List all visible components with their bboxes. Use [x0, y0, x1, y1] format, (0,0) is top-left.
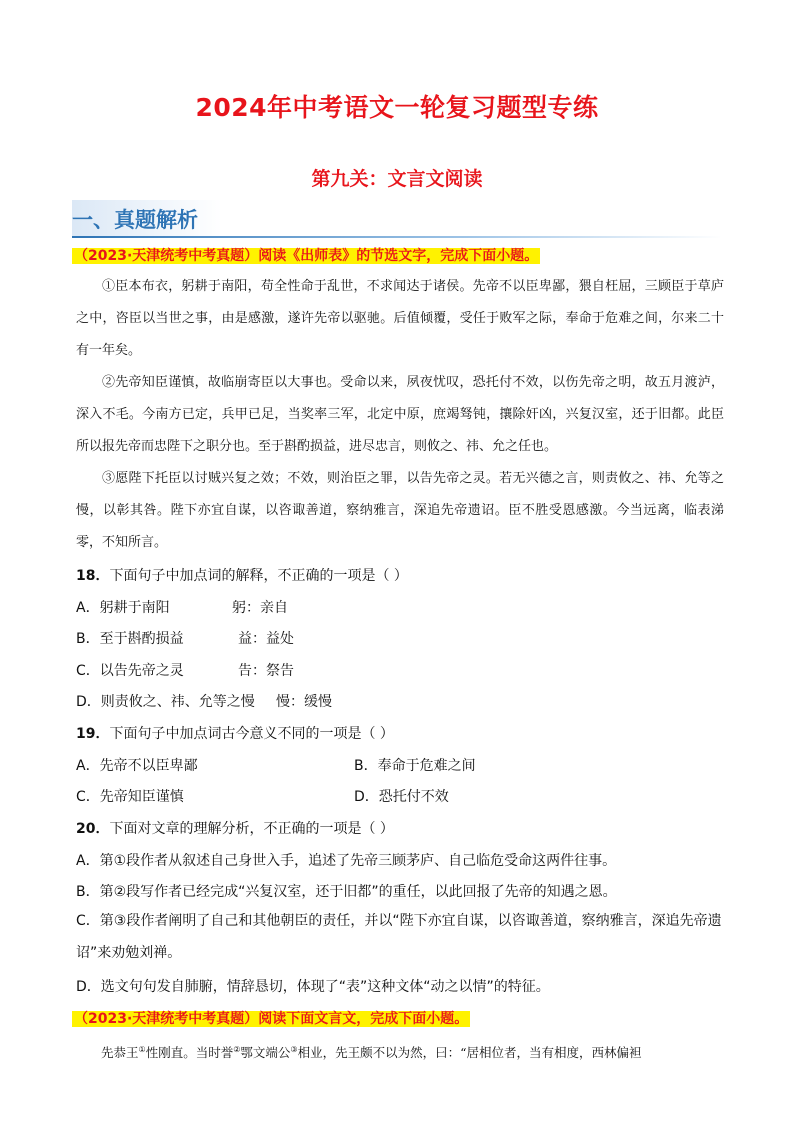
- q18-option-d: D．则责攸之、祎、允等之慢: [76, 694, 255, 710]
- question-18-stem: 18．下面句子中加点词的解释，不正确的一项是（ ）: [76, 568, 408, 584]
- q19-option-c: C．先帝知臣谨慎: [76, 789, 184, 805]
- q20-option-b: B．第②段写作者已经完成“兴复汉室，还于旧都”的重任，以此回报了先帝的知遇之恩。: [76, 884, 617, 900]
- q19-option-a: A．先帝不以臣卑鄙: [76, 758, 198, 774]
- question-intro-1: [72, 245, 540, 267]
- document-subtitle: 第九关：文言文阅读: [311, 168, 483, 190]
- question-text: 下面句子中加点词的解释，不正确的一项是（ ）: [109, 568, 408, 584]
- q19-option-b: B．奉命于危难之间: [354, 758, 476, 774]
- highlighted-intro-text: （2023·天津统考中考真题）阅读下面文言文，完成下面小题。: [74, 1011, 469, 1027]
- q18-option-b: B．至于斟酌损益: [76, 631, 184, 647]
- q20-option-c: C．第③段作者阐明了自己和其他朝臣的责任，并以“陛下亦宜自谋，以咨诹善道，察纳雅言，深追先帝遗诏”来劝勉刘禅。: [76, 913, 722, 961]
- question-19-stem: 19．下面句子中加点词古今意义不同的一项是（ ）: [76, 726, 394, 742]
- question-intro-2: [72, 1008, 470, 1030]
- question-number: 20: [76, 821, 96, 837]
- document-title: 2024年中考语文一轮复习题型专练: [195, 93, 599, 122]
- question-number: 18: [76, 568, 96, 584]
- passage-paragraph-3: ③愿陛下托臣以讨贼兴复之效；不效，则治臣之罪，以告先帝之灵。若无兴德之言，则责攸之、祎、允等之慢，以彰其咎。陛下亦宜自谋，以咨诹善道，察纳雅言，深追先帝遗诏。臣不胜受恩感激。今当远离，临表涕零，不知所言。: [76, 471, 724, 550]
- q18-option-a: A．躬耕于南阳: [76, 600, 170, 616]
- q19-option-d: D．恐托付不效: [354, 789, 449, 805]
- question-20-stem: 20．下面对文章的理解分析，不正确的一项是（ ）: [76, 821, 394, 837]
- highlighted-intro-text: （2023·天津统考中考真题）阅读《出师表》的节选文字，完成下面小题。: [74, 248, 539, 264]
- section-header: [72, 200, 722, 238]
- q20-option-a: A．第①段作者从叙述自己身世入手，追述了先帝三顾茅庐、自己临危受命这两件往事。: [76, 853, 617, 869]
- q18-option-a-note: 躬：亲自: [232, 600, 288, 616]
- question-text: 下面句子中加点词古今意义不同的一项是（ ）: [109, 726, 394, 742]
- section-heading: 一、真题解析: [72, 208, 198, 232]
- section-divider: [72, 236, 722, 238]
- q18-option-d-note: 慢：缓慢: [276, 694, 332, 710]
- q18-option-c: C．以告先帝之灵: [76, 663, 184, 679]
- question-number: 19: [76, 726, 96, 742]
- passage-paragraph-1: ①臣本布衣，躬耕于南阳，苟全性命于乱世，不求闻达于诸侯。先帝不以臣卑鄙，猥自枉屈，三顾臣于草庐之中，咨臣以当世之事，由是感激，遂许先帝以驱驰。后值倾覆，受任于败军之际，奉命于危难之间，尔来二十有一年矣。: [76, 279, 724, 358]
- question-text: 下面对文章的理解分析，不正确的一项是（ ）: [109, 821, 394, 837]
- passage-2-paragraph-1: 先恭王①性刚直。当时誉②鄂文端公③相业，先王颇不以为然，曰：“居相位者，当有相度，西林偏袒: [101, 1045, 642, 1061]
- passage-paragraph-2: ②先帝知臣谨慎，故临崩寄臣以大事也。受命以来，夙夜忧叹，恐托付不效，以伤先帝之明，故五月渡泸，深入不毛。今南方已定，兵甲已足，当奖率三军，北定中原，庶竭驽钝，攘除奸凶，兴复汉室，还于旧都。此臣所以报先帝而忠陛下之职分也。至于斟酌损益，进尽忠言，则攸之、祎、允之任也。: [76, 375, 724, 454]
- q18-option-c-note: 告：祭告: [238, 663, 294, 679]
- q18-option-b-note: 益：益处: [238, 631, 294, 647]
- q20-option-d: D．选文句句发自肺腑，情辞恳切，体现了“表”这种文体“动之以情”的特征。: [76, 979, 550, 995]
